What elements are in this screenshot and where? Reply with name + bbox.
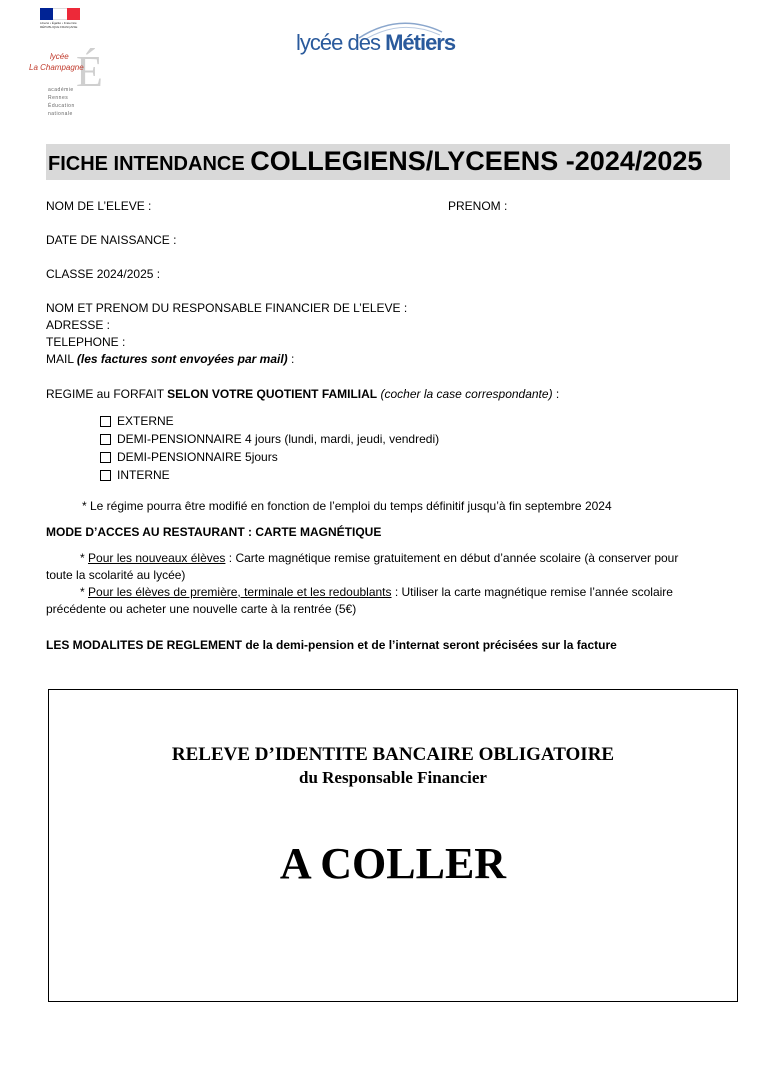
regime-options	[100, 412, 439, 484]
lycee-la-champagne-logo	[28, 46, 112, 126]
date-naissance-label: DATE DE NAISSANCE :	[46, 233, 177, 247]
republique-francaise-logo	[40, 8, 80, 29]
checkbox-icon[interactable]	[100, 470, 111, 481]
ldm-part1: lycée des	[296, 30, 386, 55]
rib-title: RELEVE D’IDENTITE BANCAIRE OBLIGATOIRE	[171, 744, 615, 765]
lycee-des-metiers-logo	[296, 18, 456, 58]
marianne-e-icon: É	[76, 47, 103, 96]
checkbox-icon[interactable]	[100, 434, 111, 445]
regime-option-externe[interactable]: EXTERNE	[100, 412, 439, 430]
telephone-label: TELEPHONE :	[46, 335, 126, 349]
acces-paragraph-1: * Pour les nouveaux élèves : Carte magnétique remise gratuitement en début d’année scolaire (à conserver pour toute la scolarité au lycée)	[46, 551, 679, 582]
rf-text: Liberté • Égalité • Fraternité RÉPUBLIQUE FRANÇAISE	[40, 21, 78, 29]
french-flag-icon	[40, 8, 80, 20]
school-subtitle: académie Rennes Éducation nationale	[48, 87, 75, 117]
regime-note: * Le régime pourra être modifié en fonction de l’emploi du temps définitif jusqu’à fin septembre 2024	[82, 499, 612, 513]
rib-subtitle: du Responsable Financier	[299, 768, 487, 787]
adresse-label: ADRESSE :	[46, 318, 111, 332]
ldm-part2: Métiers	[385, 30, 456, 55]
school-name-line2: La Champagne	[29, 63, 84, 72]
regime-label: REGIME au FORFAIT SELON VOTRE QUOTIENT FAMILIAL (cocher la case correspondante) :	[46, 387, 560, 401]
mail-label: MAIL (les factures sont envoyées par mail) :	[46, 352, 295, 366]
school-name-line1: lycée	[50, 52, 69, 61]
modalites-reglement: LES MODALITES DE REGLEMENT de la demi-pension et de l’internat seront précisées sur la facture	[46, 638, 617, 652]
nom-eleve-label: NOM DE L’ELEVE :	[46, 199, 152, 213]
acces-heading: MODE D’ACCES AU RESTAURANT : CARTE MAGNÉTIQUE	[46, 525, 382, 539]
regime-option-demi-pension-5[interactable]: DEMI-PENSIONNAIRE 5jours	[100, 448, 439, 466]
rib-a-coller: A COLLER	[279, 839, 507, 888]
checkbox-icon[interactable]	[100, 452, 111, 463]
classe-label: CLASSE 2024/2025 :	[46, 267, 161, 281]
regime-option-interne[interactable]: INTERNE	[100, 466, 439, 484]
rib-box	[48, 689, 738, 1002]
acces-paragraph-2: * Pour les élèves de première, terminale et les redoublants : Utiliser la carte magnétique remise l’année scolaire précédente ou acheter une nouvelle carte à la rentrée (5€)	[46, 585, 673, 616]
regime-option-demi-pension-4[interactable]: DEMI-PENSIONNAIRE 4 jours (lundi, mardi, jeudi, vendredi)	[100, 430, 439, 448]
checkbox-icon[interactable]	[100, 416, 111, 427]
responsable-label: NOM ET PRENOM DU RESPONSABLE FINANCIER DE L’ELEVE :	[46, 301, 408, 315]
prenom-label: PRENOM :	[448, 199, 508, 213]
page-title: FICHE INTENDANCE COLLEGIENS/LYCEENS -2024/2025	[48, 146, 703, 176]
